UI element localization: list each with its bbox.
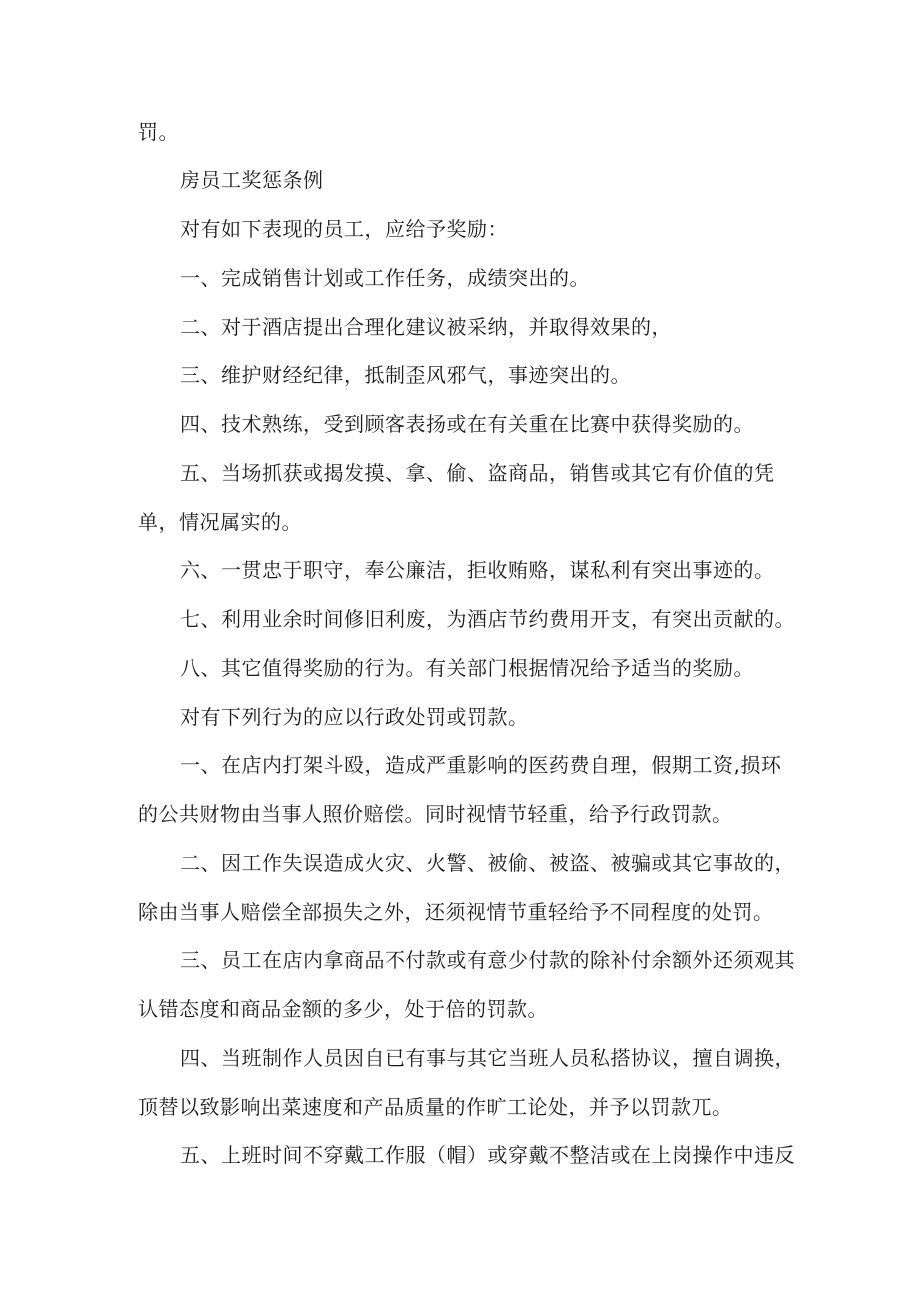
text-line-14: 一、在店内打架斗殴，造成严重影响的医药费自理，假期工资,损环: [180, 753, 782, 777]
text-line-17: 除由当事人赔偿全部损失之外，还须视情节重轻给予不同程度的处罚。: [138, 900, 774, 924]
text-line-18: 三、员工在店内拿商品不付款或有意少付款的除补付余额外还须观其: [180, 948, 795, 972]
section-title: 房员工奖惩条例: [180, 168, 324, 192]
text-line-4: 一、完成销售计划或工作任务，成绩突出的。: [180, 266, 590, 290]
text-line-6: 三、维护财经纪律，抵制歪风邪气，事迹突出的。: [180, 363, 631, 387]
text-line-12: 八、其它值得奖励的行为。有关部门根据情况给予适当的奖励。: [180, 656, 754, 680]
text-line-19: 认错态度和商品金额的多少，处于倍的罚款。: [138, 997, 548, 1021]
text-line-11: 七、利用业余时间修旧利废，为酒店节约费用开支，有突出贡献的。: [180, 607, 795, 631]
text-line-7: 四、技术熟练，受到顾客表扬或在有关重在比赛中获得奖励的。: [180, 412, 754, 436]
text-line-13: 对有下列行为的应以行政处罚或罚款。: [180, 705, 529, 729]
text-line-3: 对有如下表现的员工，应给予奖励：: [180, 217, 508, 241]
text-line-5: 二、对于酒店提出合理化建议被采纳，并取得效果的，: [180, 315, 672, 339]
text-line-8: 五、当场抓获或揭发摸、拿、偷、盗商品，销售或其它有价值的凭: [180, 461, 775, 485]
text-line-9: 单，情况属实的。: [138, 510, 302, 534]
text-line-1: 罚。: [138, 120, 179, 144]
text-line-16: 二、因工作失误造成火灾、火警、被偷、被盗、被骗或其它事故的，: [180, 851, 795, 875]
text-line-21: 顶替以致影响出菜速度和产品质量的作旷工论处，并予以罚款兀。: [138, 1095, 733, 1119]
text-line-20: 四、当班制作人员因自已有事与其它当班人员私搭协议，擅自调换，: [180, 1046, 795, 1070]
text-line-10: 六、一贯忠于职守，奉公廉洁，拒收贿赂，谋私利有突出事迹的。: [180, 558, 775, 582]
text-line-15: 的公共财物由当事人照价赔偿。同时视情节轻重，给予行政罚款。: [138, 802, 733, 826]
text-line-22: 五、上班时间不穿戴工作服（帽）或穿戴不整洁或在上岗操作中违反: [180, 1143, 795, 1167]
